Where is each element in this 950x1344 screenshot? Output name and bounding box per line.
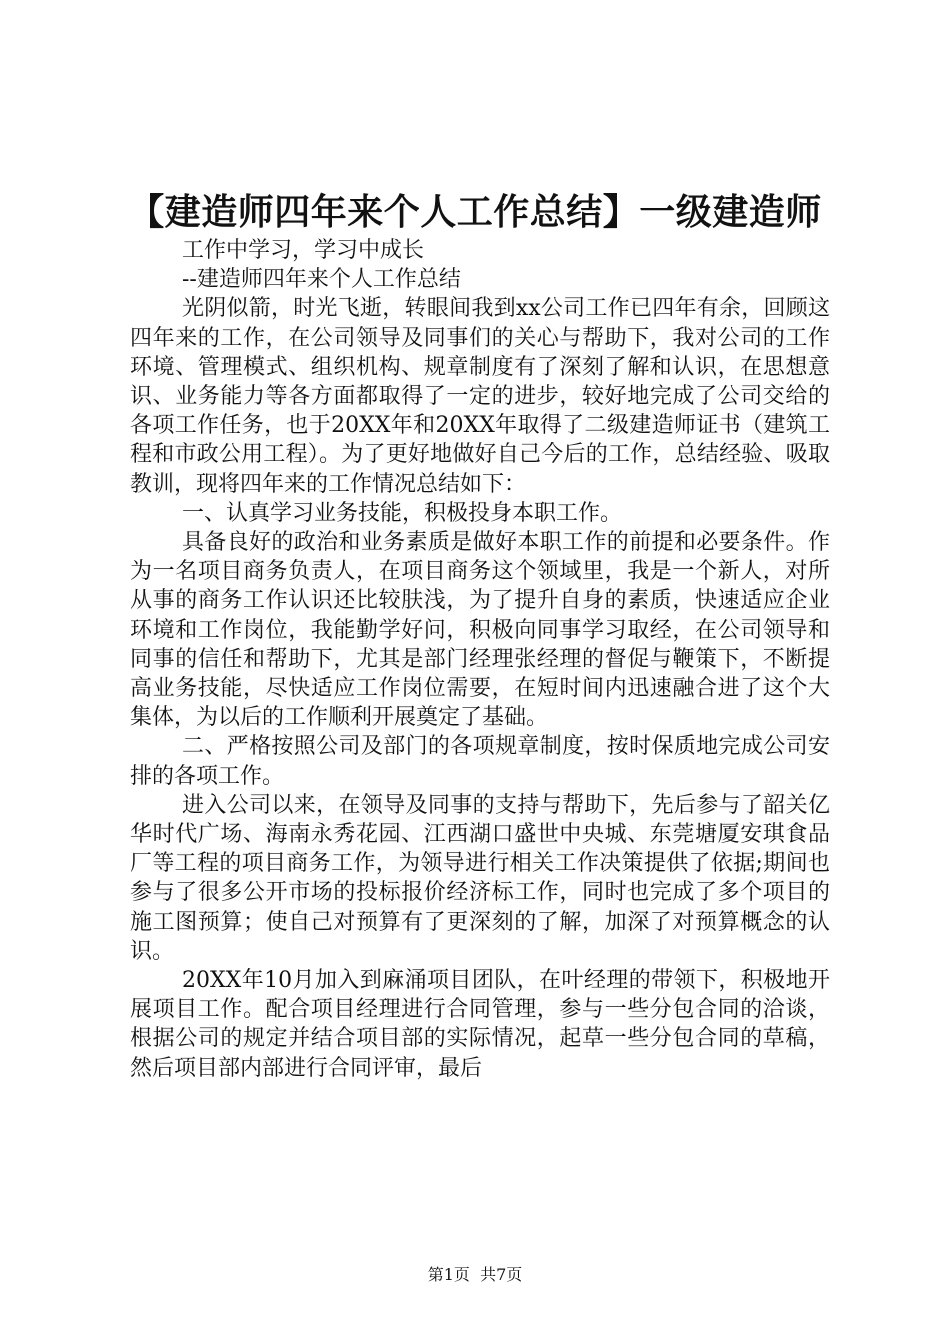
body-paragraph: 20XX年10月加入到麻涌项目团队，在叶经理的带领下，积极地开展项目工作。配合项目经理进行合同管理，参与一些分包合同的洽谈，根据公司的规定并结合项目部的实际情况，起草一些分包合同的草稿，然后项目部内部进行合同评审，最后 [130,968,830,1081]
section-heading: 二、严格按照公司及部门的各项规章制度，按时保质地完成公司安排的各项工作。 [130,734,830,789]
body-paragraph: 具备良好的政治和业务素质是做好本职工作的前提和必要条件。作为一名项目商务负责人，在项目商务这个领域里，我是一个新人，对所从事的商务工作认识还比较肤浅，为了提升自身的素质，快速适应企业环境和工作岗位，我能勤学好问，积极向同事学习取经，在公司领导和同事的信任和帮助下，尤其是部门经理张经理的督促与鞭策下，不断提高业务技能，尽快适应工作岗位需要，在短时间内迅速融合进了这个大集体，为以后的工作顺利开展奠定了基础。 [130,530,830,731]
page-footer: 第1页 共7页 [427,1265,523,1284]
section-heading: 一、认真学习业务技能，积极投身本职工作。 [182,500,623,526]
document-title: 【建造师四年来个人工作总结】一级建造师 [128,191,822,233]
body-paragraph: 光阴似箭，时光飞逝，转眼间我到xx公司工作已四年有余，回顾这四年来的工作，在公司领导及同事们的关心与帮助下，我对公司的工作环境、管理模式、组织机构、规章制度有了深刻了解和认识，在思想意识、业务能力等各方面都取得了一定的进步，较好地完成了公司交给的各项工作任务，也于20XX年和20XX年取得了二级建造师证书（建筑工程和市政公用工程）。为了更好地做好自己今后的工作，总结经验、吸取教训，现将四年来的工作情况总结如下： [130,296,830,497]
body-paragraph: 进入公司以来，在领导及同事的支持与帮助下，先后参与了韶关亿华时代广场、海南永秀花园、江西湖口盛世中央城、东莞塘厦安琪食品厂等工程的项目商务工作，为领导进行相关工作决策提供了依据;期间也参与了很多公开市场的投标报价经济标工作，同时也完成了多个项目的施工图预算；使自己对预算有了更深刻的了解，加深了对预算概念的认识。 [130,792,830,964]
subtitle-line: --建造师四年来个人工作总结 [182,267,461,293]
subtitle-line: 工作中学习，学习中成长 [182,238,425,263]
document-body [130,236,830,1083]
